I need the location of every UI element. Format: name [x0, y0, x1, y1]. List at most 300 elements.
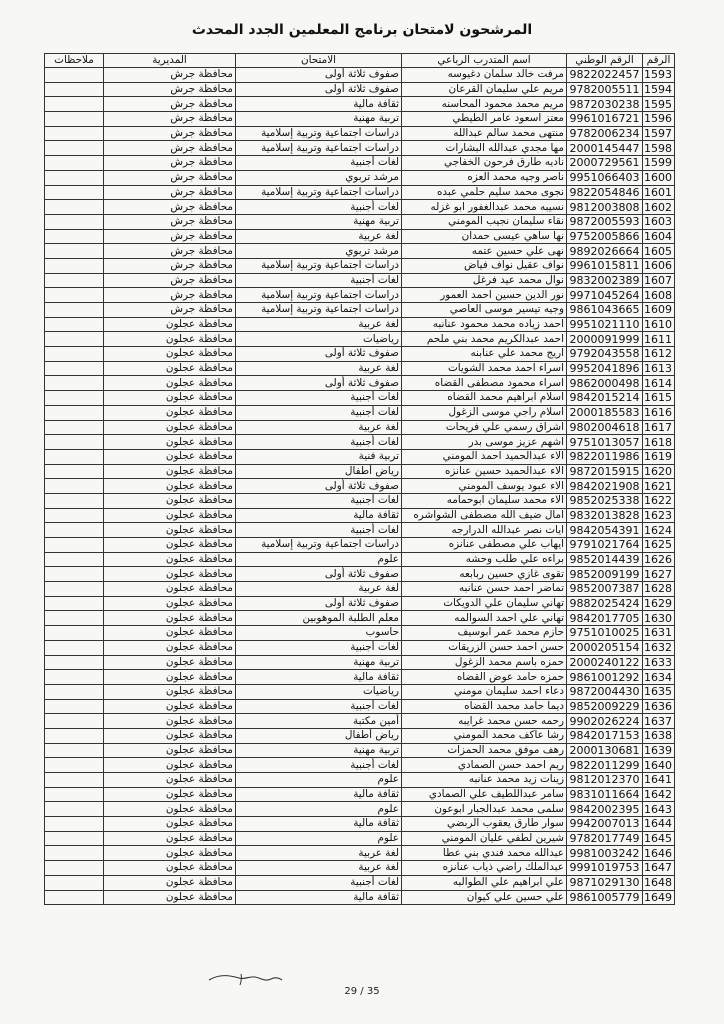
exam-cell: صفوف ثلاثة أولى [236, 82, 402, 97]
exam-cell: معلم الطلبة الموهوبين [236, 611, 402, 626]
notes-cell [45, 391, 104, 406]
notes-cell [45, 347, 104, 362]
directorate-cell: محافظة عجلون [104, 538, 236, 553]
seq-cell: 1607 [643, 273, 675, 288]
national-id-cell: 9832013828 [567, 508, 643, 523]
seq-cell: 1597 [643, 126, 675, 141]
name-cell: الاء عبدالحميد حسين عنانزه [402, 464, 567, 479]
table-row [45, 405, 675, 420]
seq-cell: 1631 [643, 626, 675, 641]
notes-cell [45, 890, 104, 905]
notes-cell [45, 112, 104, 127]
notes-cell [45, 229, 104, 244]
exam-cell: لغات أجنبية [236, 273, 402, 288]
table-row [45, 743, 675, 758]
seq-cell: 1630 [643, 611, 675, 626]
name-cell: دعاء احمد سليمان مومني [402, 684, 567, 699]
directorate-cell: محافظة عجلون [104, 479, 236, 494]
notes-cell [45, 508, 104, 523]
directorate-cell: محافظة عجلون [104, 743, 236, 758]
table-row [45, 126, 675, 141]
name-cell: امال ضيف الله مصطفى الشواشره [402, 508, 567, 523]
seq-cell: 1644 [643, 817, 675, 832]
directorate-cell: محافظة جرش [104, 112, 236, 127]
table-row [45, 82, 675, 97]
notes-cell [45, 567, 104, 582]
seq-cell: 1622 [643, 493, 675, 508]
directorate-cell: محافظة جرش [104, 97, 236, 112]
name-cell: سوار طارق يعقوب الربضي [402, 817, 567, 832]
seq-cell: 1623 [643, 508, 675, 523]
notes-cell [45, 861, 104, 876]
table-row [45, 156, 675, 171]
header-name: اسم المتدرب الرباعي [402, 54, 567, 68]
table-row [45, 861, 675, 876]
directorate-cell: محافظة عجلون [104, 582, 236, 597]
name-cell: ديما حامد محمد القضاه [402, 699, 567, 714]
directorate-cell: محافظة عجلون [104, 846, 236, 861]
exam-cell: رياض أطفال [236, 464, 402, 479]
exam-cell: دراسات اجتماعية وتربية إسلامية [236, 538, 402, 553]
name-cell: حازم محمد عمر ابوسيف [402, 626, 567, 641]
table-row [45, 361, 675, 376]
directorate-cell: محافظة جرش [104, 303, 236, 318]
directorate-cell: محافظة عجلون [104, 449, 236, 464]
seq-cell: 1643 [643, 802, 675, 817]
notes-cell [45, 831, 104, 846]
national-id-cell: 9861043665 [567, 303, 643, 318]
notes-cell [45, 420, 104, 435]
table-row [45, 626, 675, 641]
notes-cell [45, 170, 104, 185]
exam-cell: ثقافة مالية [236, 817, 402, 832]
seq-cell: 1610 [643, 317, 675, 332]
exam-cell: دراسات اجتماعية وتربية إسلامية [236, 185, 402, 200]
notes-cell [45, 582, 104, 597]
national-id-cell: 9872005593 [567, 214, 643, 229]
table-row [45, 391, 675, 406]
national-id-cell: 9751013057 [567, 435, 643, 450]
seq-cell: 1609 [643, 303, 675, 318]
directorate-cell: محافظة عجلون [104, 376, 236, 391]
national-id-cell: 9782017749 [567, 831, 643, 846]
national-id-cell: 9971045264 [567, 288, 643, 303]
national-id-cell: 9872015915 [567, 464, 643, 479]
table-row [45, 728, 675, 743]
national-id-cell: 9852009199 [567, 567, 643, 582]
seq-cell: 1619 [643, 449, 675, 464]
name-cell: حسن احمد حسن الزريقات [402, 640, 567, 655]
table-row [45, 479, 675, 494]
header-exam: الامتحان [236, 54, 402, 68]
directorate-cell: محافظة عجلون [104, 523, 236, 538]
name-cell: تهاني سليمان علي الدويكات [402, 596, 567, 611]
header-directorate: المديرية [104, 54, 236, 68]
seq-cell: 1636 [643, 699, 675, 714]
national-id-cell: 9812003808 [567, 200, 643, 215]
national-id-cell: 9792043558 [567, 347, 643, 362]
exam-cell: ثقافة مالية [236, 890, 402, 905]
name-cell: وجيه تيسير موسى العاصي [402, 303, 567, 318]
table-header-row [45, 54, 675, 68]
national-id-cell: 9872004430 [567, 684, 643, 699]
table-row [45, 317, 675, 332]
directorate-cell: محافظة عجلون [104, 684, 236, 699]
table-row [45, 508, 675, 523]
table-row [45, 170, 675, 185]
national-id-cell: 9952041896 [567, 361, 643, 376]
seq-cell: 1617 [643, 420, 675, 435]
seq-cell: 1629 [643, 596, 675, 611]
directorate-cell: محافظة عجلون [104, 317, 236, 332]
name-cell: تماضر احمد حسن عنانبه [402, 582, 567, 597]
notes-cell [45, 273, 104, 288]
table-row [45, 875, 675, 890]
exam-cell: لغة عربية [236, 846, 402, 861]
seq-cell: 1613 [643, 361, 675, 376]
table-row [45, 97, 675, 112]
name-cell: ناديه طارق فرحون الخفاجي [402, 156, 567, 171]
page-title: المرشحون لامتحان برنامج المعلمين الجدد المحدث [191, 22, 533, 38]
seq-cell: 1634 [643, 670, 675, 685]
table-row [45, 347, 675, 362]
notes-cell [45, 141, 104, 156]
national-id-cell: 9831011664 [567, 787, 643, 802]
table-row [45, 200, 675, 215]
national-id-cell: 9822011299 [567, 758, 643, 773]
directorate-cell: محافظة عجلون [104, 611, 236, 626]
table-row [45, 288, 675, 303]
national-id-cell: 9852009229 [567, 699, 643, 714]
table-row [45, 670, 675, 685]
seq-cell: 1647 [643, 861, 675, 876]
page-number: 29 / 35 [344, 986, 380, 997]
name-cell: اسراء محمود مصطفى القضاه [402, 376, 567, 391]
name-cell: اسراء احمد محمد الشويات [402, 361, 567, 376]
national-id-cell: 9822011986 [567, 449, 643, 464]
exam-cell: صفوف ثلاثة أولى [236, 347, 402, 362]
directorate-cell: محافظة عجلون [104, 875, 236, 890]
national-id-cell: 9892026664 [567, 244, 643, 259]
directorate-cell: محافظة عجلون [104, 567, 236, 582]
notes-cell [45, 214, 104, 229]
exam-cell: علوم [236, 773, 402, 788]
table-row [45, 244, 675, 259]
name-cell: مها مجدي عبدالله البشارات [402, 141, 567, 156]
notes-cell [45, 846, 104, 861]
table-row [45, 552, 675, 567]
national-id-cell: 9862000498 [567, 376, 643, 391]
national-id-cell: 9951066403 [567, 170, 643, 185]
national-id-cell: 9861001292 [567, 670, 643, 685]
exam-cell: لغات أجنبية [236, 391, 402, 406]
notes-cell [45, 773, 104, 788]
name-cell: اسلام راجي موسى الزغول [402, 405, 567, 420]
table-row [45, 214, 675, 229]
seq-cell: 1648 [643, 875, 675, 890]
directorate-cell: محافظة عجلون [104, 655, 236, 670]
name-cell: اشهم عزيز موسى بدر [402, 435, 567, 450]
table-row [45, 684, 675, 699]
candidates-table [44, 53, 675, 905]
exam-cell: لغة عربية [236, 582, 402, 597]
name-cell: منتهى محمد سالم عبدالله [402, 126, 567, 141]
exam-cell: تربية فنية [236, 449, 402, 464]
notes-cell [45, 479, 104, 494]
notes-cell [45, 787, 104, 802]
table-row [45, 890, 675, 905]
table-row [45, 185, 675, 200]
name-cell: ناصر وجيه محمد العزه [402, 170, 567, 185]
header-national-id: الرقم الوطني [567, 54, 643, 68]
exam-cell: لغات أجنبية [236, 200, 402, 215]
seq-cell: 1639 [643, 743, 675, 758]
exam-cell: دراسات اجتماعية وتربية إسلامية [236, 258, 402, 273]
name-cell: رهف موفق محمد الحمزات [402, 743, 567, 758]
exam-cell: لغة عربية [236, 229, 402, 244]
directorate-cell: محافظة عجلون [104, 508, 236, 523]
seq-cell: 1593 [643, 68, 675, 83]
seq-cell: 1635 [643, 684, 675, 699]
national-id-cell: 9842021908 [567, 479, 643, 494]
exam-cell: رياضيات [236, 332, 402, 347]
directorate-cell: محافظة عجلون [104, 728, 236, 743]
name-cell: نهى علي حسين عتمه [402, 244, 567, 259]
name-cell: اشراق رسمي علي فريحات [402, 420, 567, 435]
directorate-cell: محافظة عجلون [104, 787, 236, 802]
directorate-cell: محافظة جرش [104, 288, 236, 303]
national-id-cell: 9842015214 [567, 391, 643, 406]
table-row [45, 523, 675, 538]
national-id-cell: 9852007387 [567, 582, 643, 597]
name-cell: نجوى محمد سليم حلمي عبده [402, 185, 567, 200]
notes-cell [45, 97, 104, 112]
notes-cell [45, 670, 104, 685]
seq-cell: 1606 [643, 258, 675, 273]
national-id-cell: 9961015811 [567, 258, 643, 273]
notes-cell [45, 552, 104, 567]
national-id-cell: 9752005866 [567, 229, 643, 244]
name-cell: رحمه حسن محمد غرايبه [402, 714, 567, 729]
name-cell: براءه علي طلب وحشه [402, 552, 567, 567]
national-id-cell: 9842017153 [567, 728, 643, 743]
directorate-cell: محافظة جرش [104, 82, 236, 97]
notes-cell [45, 303, 104, 318]
table-row [45, 229, 675, 244]
notes-cell [45, 332, 104, 347]
seq-cell: 1618 [643, 435, 675, 450]
exam-cell: صفوف ثلاثة أولى [236, 596, 402, 611]
notes-cell [45, 611, 104, 626]
table-row [45, 773, 675, 788]
seq-cell: 1620 [643, 464, 675, 479]
national-id-cell: 9981003242 [567, 846, 643, 861]
table-body [45, 68, 675, 905]
seq-cell: 1633 [643, 655, 675, 670]
national-id-cell: 9961016721 [567, 112, 643, 127]
name-cell: نوال محمد عيد فرغل [402, 273, 567, 288]
exam-cell: حاسوب [236, 626, 402, 641]
seq-cell: 1638 [643, 728, 675, 743]
name-cell: رشا عاكف محمد المومني [402, 728, 567, 743]
table-row [45, 68, 675, 83]
national-id-cell: 2000729561 [567, 156, 643, 171]
seq-cell: 1611 [643, 332, 675, 347]
directorate-cell: محافظة عجلون [104, 552, 236, 567]
directorate-cell: محافظة عجلون [104, 670, 236, 685]
exam-cell: تربية مهنية [236, 655, 402, 670]
directorate-cell: محافظة جرش [104, 273, 236, 288]
seq-cell: 1614 [643, 376, 675, 391]
table-row [45, 112, 675, 127]
notes-cell [45, 244, 104, 259]
directorate-cell: محافظة جرش [104, 126, 236, 141]
table-row [45, 435, 675, 450]
exam-cell: صفوف ثلاثة أولى [236, 567, 402, 582]
name-cell: نور الدين حسين احمد العمور [402, 288, 567, 303]
directorate-cell: محافظة عجلون [104, 493, 236, 508]
name-cell: نها ساهي عيسى حمدان [402, 229, 567, 244]
notes-cell [45, 493, 104, 508]
national-id-cell: 9782005511 [567, 82, 643, 97]
directorate-cell: محافظة عجلون [104, 596, 236, 611]
header-notes: ملاحظات [45, 54, 104, 68]
name-cell: سامر عبداللطيف علي الصمادي [402, 787, 567, 802]
national-id-cell: 9782006234 [567, 126, 643, 141]
directorate-cell: محافظة جرش [104, 68, 236, 83]
name-cell: مريم محمد محمود المحاسنه [402, 97, 567, 112]
notes-cell [45, 538, 104, 553]
seq-cell: 1602 [643, 200, 675, 215]
table-row [45, 582, 675, 597]
name-cell: عبدالله محمد فندي بني عطا [402, 846, 567, 861]
table-row [45, 141, 675, 156]
name-cell: نقاء سليمان نجيب المومني [402, 214, 567, 229]
directorate-cell: محافظة جرش [104, 229, 236, 244]
name-cell: مرفت خالد سلمان دغيوسه [402, 68, 567, 83]
national-id-cell: 9861005779 [567, 890, 643, 905]
notes-cell [45, 200, 104, 215]
exam-cell: دراسات اجتماعية وتربية إسلامية [236, 303, 402, 318]
directorate-cell: محافظة جرش [104, 185, 236, 200]
notes-cell [45, 758, 104, 773]
exam-cell: رياضيات [236, 684, 402, 699]
exam-cell: صفوف ثلاثة أولى [236, 68, 402, 83]
seq-cell: 1612 [643, 347, 675, 362]
notes-cell [45, 802, 104, 817]
name-cell: عبدالملك راضي ذياب عنانزه [402, 861, 567, 876]
name-cell: ريم احمد حسن الصمادي [402, 758, 567, 773]
name-cell: علي ابراهيم علي الطوالبه [402, 875, 567, 890]
seq-cell: 1627 [643, 567, 675, 582]
seq-cell: 1646 [643, 846, 675, 861]
seq-cell: 1621 [643, 479, 675, 494]
seq-cell: 1604 [643, 229, 675, 244]
notes-cell [45, 523, 104, 538]
notes-cell [45, 82, 104, 97]
name-cell: اريج محمد علي عنابنه [402, 347, 567, 362]
exam-cell: دراسات اجتماعية وتربية إسلامية [236, 126, 402, 141]
national-id-cell: 9832002389 [567, 273, 643, 288]
notes-cell [45, 68, 104, 83]
directorate-cell: محافظة جرش [104, 244, 236, 259]
seq-cell: 1599 [643, 156, 675, 171]
name-cell: معتز اسعود عامر الطيطي [402, 112, 567, 127]
notes-cell [45, 376, 104, 391]
national-id-cell: 2000185583 [567, 405, 643, 420]
national-id-cell: 9852025338 [567, 493, 643, 508]
name-cell: مريم علي سليمان القرعان [402, 82, 567, 97]
exam-cell: رياض أطفال [236, 728, 402, 743]
table-row [45, 714, 675, 729]
table-row [45, 449, 675, 464]
table-row [45, 831, 675, 846]
national-id-cell: 2000145447 [567, 141, 643, 156]
name-cell: اسلام ابراهيم محمد القضاه [402, 391, 567, 406]
table-row [45, 332, 675, 347]
seq-cell: 1642 [643, 787, 675, 802]
national-id-cell: 2000091999 [567, 332, 643, 347]
exam-cell: مرشد تربوي [236, 244, 402, 259]
table-row [45, 640, 675, 655]
directorate-cell: محافظة عجلون [104, 640, 236, 655]
notes-cell [45, 361, 104, 376]
table-row [45, 699, 675, 714]
exam-cell: لغات أجنبية [236, 493, 402, 508]
seq-cell: 1628 [643, 582, 675, 597]
directorate-cell: محافظة جرش [104, 141, 236, 156]
seq-cell: 1615 [643, 391, 675, 406]
directorate-cell: محافظة عجلون [104, 405, 236, 420]
table-row [45, 802, 675, 817]
name-cell: الاء عبود يوسف المومني [402, 479, 567, 494]
seq-cell: 1608 [643, 288, 675, 303]
exam-cell: ثقافة مالية [236, 670, 402, 685]
table-row [45, 817, 675, 832]
national-id-cell: 9822022457 [567, 68, 643, 83]
table-row [45, 376, 675, 391]
name-cell: الاء محمد سليمان ابوحمامه [402, 493, 567, 508]
exam-cell: دراسات اجتماعية وتربية إسلامية [236, 288, 402, 303]
national-id-cell: 2000130681 [567, 743, 643, 758]
seq-cell: 1600 [643, 170, 675, 185]
exam-cell: لغة عربية [236, 420, 402, 435]
exam-cell: لغات أجنبية [236, 523, 402, 538]
name-cell: سلمى محمد عبدالجبار ابوعون [402, 802, 567, 817]
seq-cell: 1624 [643, 523, 675, 538]
table-row [45, 611, 675, 626]
directorate-cell: محافظة عجلون [104, 802, 236, 817]
directorate-cell: محافظة عجلون [104, 464, 236, 479]
notes-cell [45, 185, 104, 200]
table-row [45, 538, 675, 553]
seq-cell: 1594 [643, 82, 675, 97]
notes-cell [45, 655, 104, 670]
name-cell: الاء عبدالحميد احمد المومني [402, 449, 567, 464]
table-row [45, 567, 675, 582]
exam-cell: لغات أجنبية [236, 758, 402, 773]
name-cell: حمزه باسم محمد الزغول [402, 655, 567, 670]
directorate-cell: محافظة جرش [104, 156, 236, 171]
seq-cell: 1601 [643, 185, 675, 200]
directorate-cell: محافظة عجلون [104, 347, 236, 362]
name-cell: ايهاب علي مصطفى عنانزه [402, 538, 567, 553]
seq-cell: 1625 [643, 538, 675, 553]
notes-cell [45, 699, 104, 714]
exam-cell: لغات أجنبية [236, 640, 402, 655]
name-cell: تهاني علي احمد السوالمه [402, 611, 567, 626]
exam-cell: لغة عربية [236, 861, 402, 876]
